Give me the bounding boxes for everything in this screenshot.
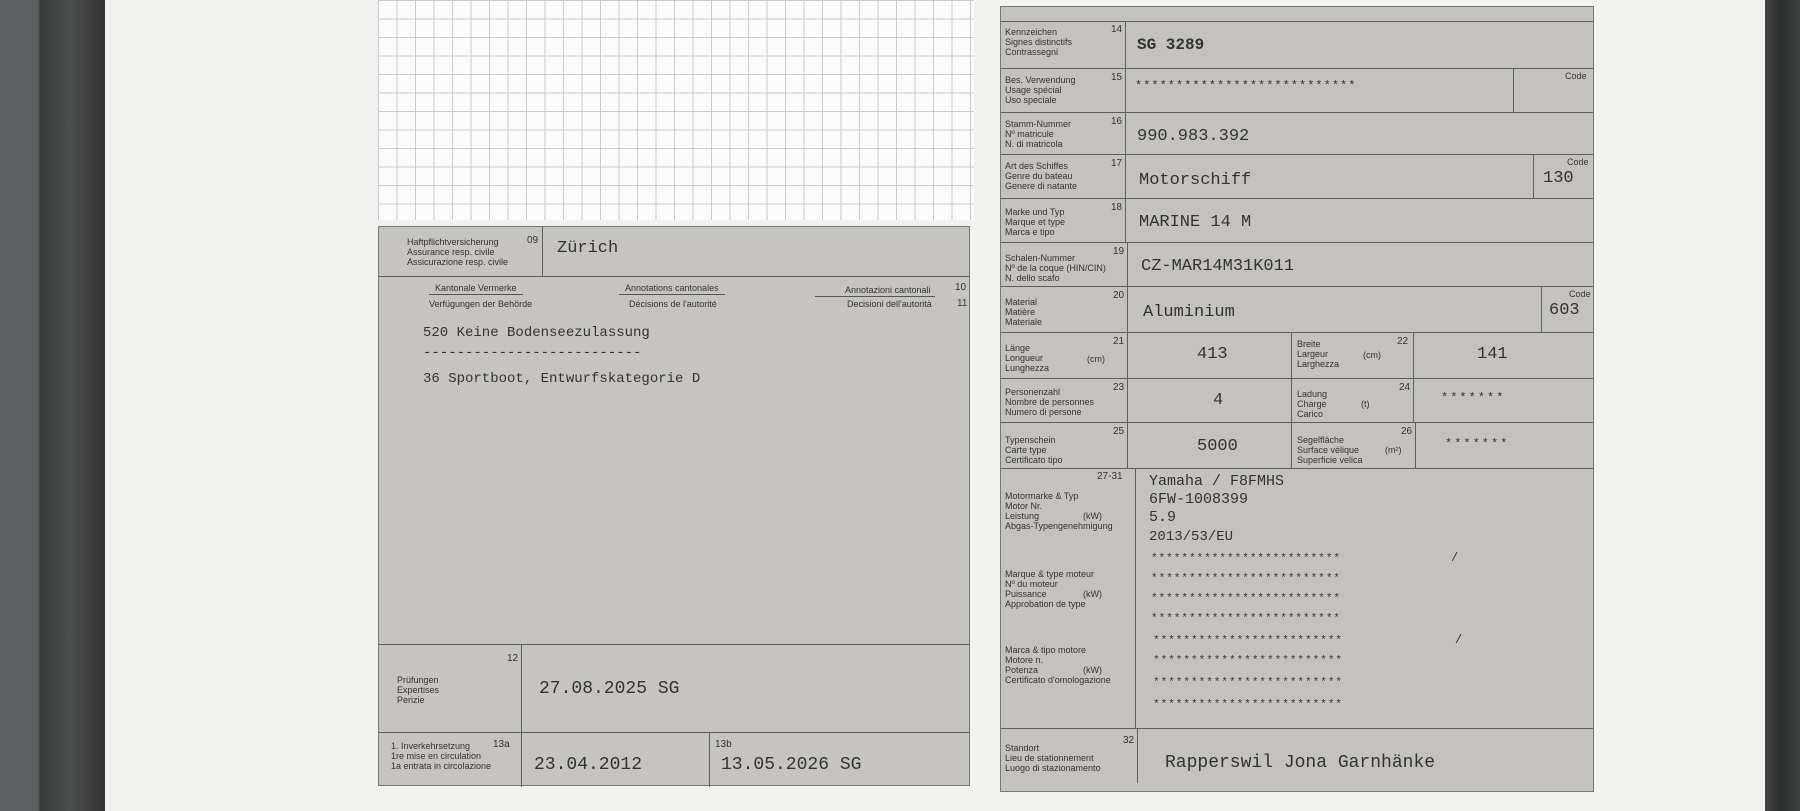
hull-label-fr: Nº de la coque (HIN/CIN) — [1005, 263, 1106, 273]
registration-label-it: N. di matricola — [1005, 139, 1063, 149]
engine-fr-number-stars: ************************* — [1151, 573, 1342, 585]
engine-make-label-fr: Marque & type moteur — [1005, 569, 1095, 579]
location-value: Rapperswil Jona Garnhänke — [1165, 753, 1436, 773]
cantonal-remark-2: 36 Sportboot, Entwurfskategorie D — [423, 371, 701, 387]
engine-make-label-it: Marca & tipo motore — [1005, 645, 1087, 655]
inspections-label-de: Prüfungen — [397, 675, 439, 685]
make-label-it: Marca e tipo — [1005, 227, 1055, 237]
divider — [521, 733, 522, 787]
inspection-date-value: 27.08.2025 SG — [539, 679, 680, 699]
code-label: Code — [1567, 157, 1589, 167]
divider — [1125, 22, 1126, 68]
registration-label-fr: Nº matricule — [1005, 129, 1054, 139]
location-label-de: Standort — [1005, 743, 1040, 753]
engine-number-label-fr: Nº du moteur — [1005, 579, 1058, 589]
width-unit: (cm) — [1363, 350, 1381, 360]
engine-it-power-stars: ************************* — [1153, 677, 1344, 689]
load-label-fr: Charge — [1297, 399, 1327, 409]
field-number: 18 — [1111, 202, 1123, 213]
field-number: 19 — [1113, 246, 1125, 257]
location-row — [1001, 729, 1593, 783]
power-unit: (kW) — [1083, 511, 1102, 521]
power-unit: (kW) — [1083, 665, 1102, 675]
engine-fr-slash: / — [1451, 551, 1459, 565]
divider — [1513, 69, 1514, 112]
type-cert-value: 5000 — [1197, 437, 1238, 456]
material-code: 603 — [1549, 301, 1580, 320]
grid-paper — [378, 0, 974, 220]
engine-approval-label-it: Certificato d'omologazione — [1005, 675, 1111, 685]
make-label-de: Marke und Typ — [1005, 207, 1065, 217]
special-use-label-de: Bes. Verwendung — [1005, 75, 1076, 85]
length-value: 413 — [1197, 345, 1228, 364]
type-cert-label-de: Typenschein — [1005, 435, 1056, 445]
divider — [1291, 379, 1292, 422]
inspections-label-it: Perizie — [397, 695, 425, 705]
cantonal-remark-1: 520 Keine Bodenseezulassung — [423, 325, 650, 341]
field-number: 17 — [1111, 158, 1123, 169]
engine-number-value: 6FW-1008399 — [1149, 491, 1249, 508]
field-number: 32 — [1123, 735, 1135, 746]
authority-heading-it: Decisioni dell'autorità — [847, 299, 932, 309]
plate-label-it: Contrassegni — [1005, 47, 1059, 57]
plate-label-fr: Signes distinctifs — [1005, 37, 1073, 47]
registration-number-row — [1001, 113, 1593, 155]
inspections-label-fr: Expertises — [397, 685, 440, 695]
engine-make-label-de: Motormarke & Typ — [1005, 491, 1079, 501]
engine-it-make-stars: ************************* — [1153, 635, 1344, 647]
engine-power-label-fr: Puissance — [1005, 589, 1047, 599]
boat-type-value: Motorschiff — [1139, 171, 1252, 190]
material-label-fr: Matière — [1005, 307, 1036, 317]
engine-number-label-de: Motor Nr. — [1005, 501, 1043, 511]
cantonal-heading-de: Kantonale Vermerke — [429, 283, 523, 295]
code-label: Code — [1569, 289, 1591, 299]
make-label-fr: Marque et type — [1005, 217, 1066, 227]
sail-area-value: ******* — [1445, 437, 1510, 451]
load-unit: (t) — [1361, 399, 1370, 409]
make-model-value: MARINE 14 M — [1139, 213, 1252, 232]
width-label-fr: Largeur — [1297, 349, 1329, 359]
plate-row — [1001, 21, 1593, 69]
plate-value: SG 3289 — [1137, 36, 1205, 54]
sail-area-label-de: Segelfläche — [1297, 435, 1345, 445]
divider — [1125, 69, 1126, 112]
engine-it-slash: / — [1455, 633, 1463, 647]
authority-heading-de: Verfügungen der Behörde — [429, 299, 533, 309]
divider — [1137, 729, 1138, 783]
length-label-it: Lunghezza — [1005, 363, 1050, 373]
authority-heading-fr: Décisions de l'autorité — [629, 299, 717, 309]
divider — [1135, 469, 1136, 728]
cantonal-remark-separator: -------------------------- — [423, 345, 642, 361]
liability-label-fr: Assurance resp. civile — [407, 247, 495, 257]
divider — [1125, 199, 1126, 242]
registration-label-de: Stamm-Nummer — [1005, 119, 1072, 129]
field-number: 25 — [1113, 426, 1125, 437]
special-use-row — [1001, 69, 1593, 113]
divider — [1127, 423, 1128, 468]
boat-type-code: 130 — [1543, 169, 1574, 188]
engine-fr-make-stars: ************************* — [1151, 553, 1342, 565]
load-label-de: Ladung — [1297, 389, 1328, 399]
cantonal-remarks-section — [379, 277, 969, 645]
divider — [1127, 243, 1128, 286]
field-number: 16 — [1111, 116, 1123, 127]
divider — [1291, 423, 1292, 468]
width-value: 141 — [1477, 345, 1508, 364]
field-number: 22 — [1397, 336, 1409, 347]
length-unit: (cm) — [1087, 354, 1105, 364]
persons-label-fr: Nombre de personnes — [1005, 397, 1095, 407]
hull-label-it: N. dello scafo — [1005, 273, 1060, 283]
liability-label-de: Haftpflichtversicherung — [407, 237, 499, 247]
length-label-fr: Longueur — [1005, 353, 1044, 363]
code-label: Code — [1565, 71, 1587, 81]
persons-value: 4 — [1213, 391, 1224, 410]
sail-area-label-fr: Surface vélique — [1297, 445, 1360, 455]
first-registration-row — [379, 733, 969, 787]
field-number: 15 — [1111, 72, 1123, 83]
hull-number-row — [1001, 243, 1593, 287]
liability-label-it: Assicurazione resp. civile — [407, 257, 509, 267]
boat-type-row — [1001, 155, 1593, 199]
load-label-it: Carico — [1297, 409, 1324, 419]
engine-fr-power-stars: ************************* — [1151, 593, 1342, 605]
divider — [1413, 379, 1414, 422]
engine-it-approval-stars: ************************* — [1153, 699, 1344, 711]
engine-section — [1001, 469, 1593, 729]
material-row — [1001, 287, 1593, 333]
make-model-row — [1001, 199, 1593, 243]
field-number: 13b — [715, 739, 732, 750]
persons-label-it: Numero di persone — [1005, 407, 1082, 417]
field-number: 20 — [1113, 290, 1125, 301]
engine-make-value: Yamaha / F8FMHS — [1149, 473, 1285, 490]
type-cert-label-fr: Carte type — [1005, 445, 1047, 455]
divider — [1533, 155, 1534, 198]
field-number: 13a — [493, 739, 510, 750]
hull-number-value: CZ-MAR14M31K011 — [1141, 257, 1295, 276]
width-label-it: Larghezza — [1297, 359, 1340, 369]
divider — [1291, 333, 1292, 378]
sail-area-unit: (m²) — [1385, 445, 1402, 455]
boat-type-label-it: Genere di natante — [1005, 181, 1078, 191]
inspections-row — [379, 645, 969, 733]
engine-approval-label-de: Abgas-Typengenehmigung — [1005, 521, 1113, 531]
divider — [1413, 333, 1414, 378]
boat-type-label-de: Art des Schiffes — [1005, 161, 1068, 171]
divider — [521, 645, 522, 732]
document-right-card — [1000, 6, 1594, 792]
first-registration-label-fr: 1re mise en circulation — [391, 751, 482, 761]
divider — [1127, 287, 1128, 332]
length-label-de: Länge — [1005, 343, 1031, 353]
engine-it-number-stars: ************************* — [1153, 655, 1344, 667]
field-number: 27-31 — [1097, 471, 1123, 482]
liability-insurer-value: Zürich — [557, 239, 619, 258]
persons-load-row — [1001, 379, 1593, 423]
divider — [1415, 423, 1416, 468]
cantonal-heading-fr: Annotations cantonales — [619, 283, 725, 295]
engine-number-label-it: Motore n. — [1005, 655, 1044, 665]
plate-label-de: Kennzeichen — [1005, 27, 1058, 37]
divider — [1541, 287, 1542, 332]
engine-power-value: 5.9 — [1149, 509, 1177, 526]
field-number: 11 — [957, 298, 968, 309]
location-label-it: Luogo di stazionamento — [1005, 763, 1101, 773]
special-use-value: *************************** — [1135, 79, 1357, 93]
sail-area-label-it: Superficie velica — [1297, 455, 1363, 465]
validity-date-value: 13.05.2026 SG — [721, 755, 862, 775]
field-number: 23 — [1113, 382, 1125, 393]
width-label-de: Breite — [1297, 339, 1321, 349]
dimensions-row — [1001, 333, 1593, 379]
engine-fr-approval-stars: ************************* — [1151, 613, 1342, 625]
divider — [1125, 113, 1126, 154]
engine-approval-label-fr: Approbation de type — [1005, 599, 1086, 609]
material-value: Aluminium — [1143, 303, 1235, 322]
persons-label-de: Personenzahl — [1005, 387, 1061, 397]
field-number: 21 — [1113, 336, 1125, 347]
material-label-it: Materiale — [1005, 317, 1043, 327]
field-number: 12 — [507, 653, 519, 664]
divider — [1127, 379, 1128, 422]
divider — [709, 733, 710, 787]
field-number: 26 — [1401, 426, 1413, 437]
divider — [542, 227, 543, 276]
boat-type-label-fr: Genre du bateau — [1005, 171, 1073, 181]
special-use-label-fr: Usage spécial — [1005, 85, 1062, 95]
field-number: 09 — [527, 235, 539, 246]
load-value: ******* — [1441, 391, 1506, 405]
liability-insurance-row — [379, 227, 969, 277]
granite-countertop-right — [1760, 0, 1800, 811]
divider — [1125, 155, 1126, 198]
field-number: 24 — [1399, 382, 1411, 393]
material-label-de: Material — [1005, 297, 1038, 307]
field-number: 14 — [1111, 24, 1123, 35]
power-unit: (kW) — [1083, 589, 1102, 599]
hull-label-de: Schalen-Nummer — [1005, 253, 1076, 263]
registration-number-value: 990.983.392 — [1137, 127, 1250, 146]
type-cert-label-it: Certificato tipo — [1005, 455, 1063, 465]
first-registration-label-it: 1a entrata in circolazione — [391, 761, 492, 771]
field-number: 10 — [955, 282, 967, 293]
engine-approval-value: 2013/53/EU — [1149, 529, 1234, 545]
first-registration-label-de: 1. Inverkehrsetzung — [391, 741, 471, 751]
first-registration-date-value: 23.04.2012 — [534, 755, 643, 775]
type-cert-sail-row — [1001, 423, 1593, 469]
cantonal-heading-it: Annotazioni cantonali — [815, 285, 935, 297]
document-left-card — [378, 226, 970, 786]
location-label-fr: Lieu de stationnement — [1005, 753, 1094, 763]
engine-power-label-de: Leistung — [1005, 511, 1040, 521]
engine-power-label-it: Potenza — [1005, 665, 1039, 675]
special-use-label-it: Uso speciale — [1005, 95, 1057, 105]
divider — [1127, 333, 1128, 378]
